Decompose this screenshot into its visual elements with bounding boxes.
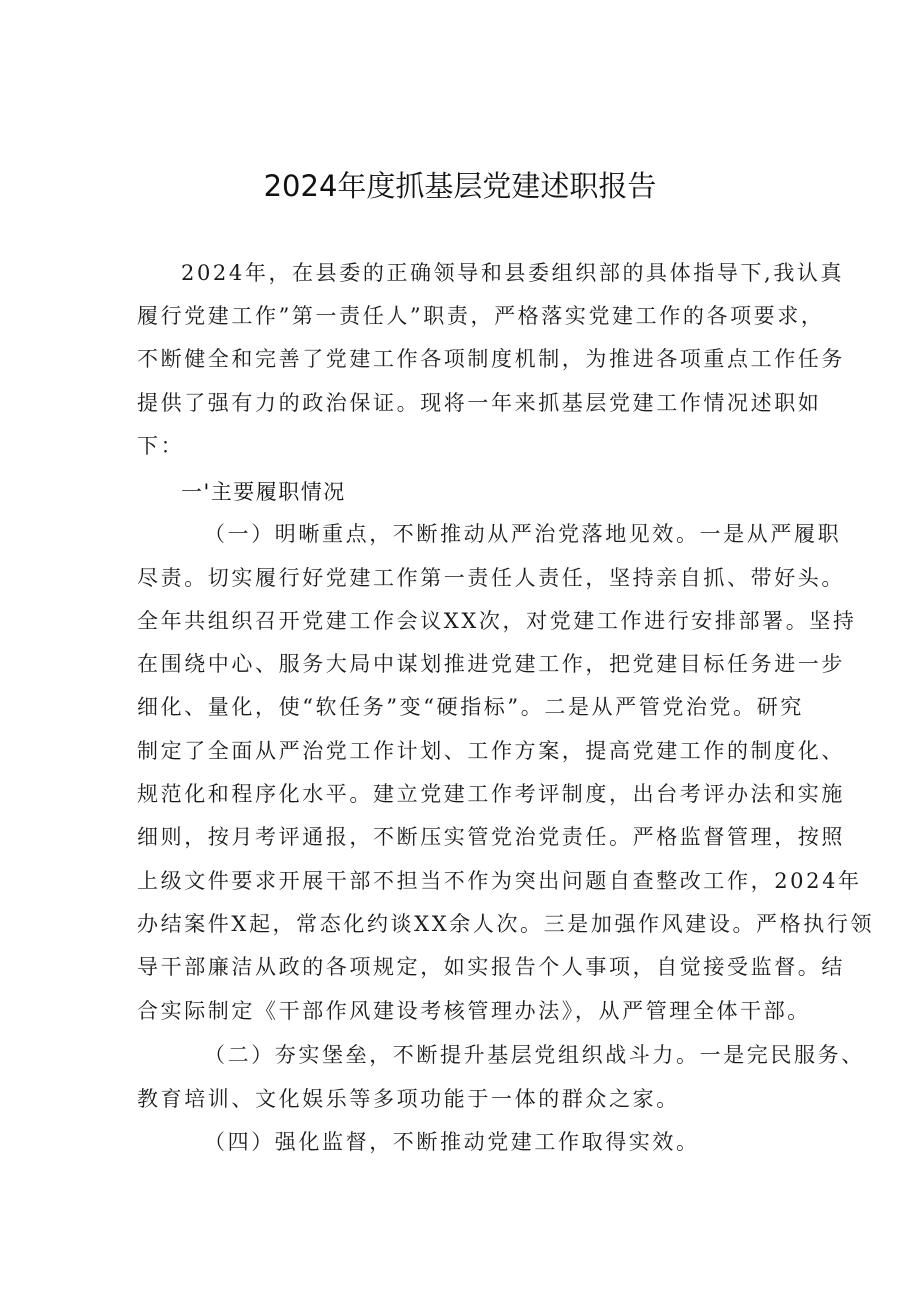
para1-line: 合实际制定《干部作风建设考核管理办法》，从严管理全体干部。 (137, 999, 811, 1023)
intro-line: 2024年，在县委的正确领导和县委组织部的具体指导下,我认真 (181, 261, 845, 285)
para1-line: 在围绕中心、服务大局中谋划推进党建工作，把党建目标任务进一步 (137, 652, 845, 676)
section-heading: 一'主要履职情况 (181, 480, 346, 504)
para1-line: 尽责。切实履行好党建工作第一责任人责任，坚持亲自抓、带好头。 (137, 566, 845, 590)
para1-line: 全年共组织召开党建工作会议XX次，对党建工作进行安排部署。坚持 (137, 609, 857, 633)
para1-line: 导干部廉洁从政的各项规定，如实报告个人事项，自觉接受监督。结 (137, 955, 845, 979)
intro-line: 履行党建工作”第一责任人”职责，严格落实党建工作的各项要求， (137, 304, 825, 328)
para1-line: 上级文件要求开展干部不担当不作为突出问题自查整改工作，2024年 (137, 869, 862, 893)
para3-line: （四）强化监督，不断推动党建工作取得实效。 (204, 1130, 700, 1154)
intro-line: 提供了强有力的政治保证。现将一年来抓基层党建工作情况述职如 (137, 391, 822, 415)
para2-line: （二）夯实堡垒，不断提升基层党组织战斗力。一是完民服务、 (204, 1043, 865, 1067)
intro-line: 下： (137, 434, 185, 458)
para1-line: 细则，按月考评通报，不断压实管党治党责任。严格监督管理，按照 (137, 825, 845, 849)
para1-line: （一）明晰重点，不断推动从严治党落地见效。一是从严履职 (204, 522, 842, 546)
document-title: 2024年度抓基层党建述职报告 (263, 169, 657, 203)
intro-line: 不断健全和完善了党建工作各项制度机制，为推进各项重点工作任务 (137, 347, 845, 371)
para1-line: 细化、量化，使“软任务”变“硬指标”。二是从严管党治党。研究 (137, 695, 804, 719)
para1-line: 办结案件X起，常态化约谈XX余人次。三是加强作风建设。严格执行领 (137, 912, 875, 936)
para2-line: 教育培训、文化娱乐等多项功能于一体的群众之家。 (137, 1087, 680, 1111)
para1-line: 制定了全面从严治党工作计划、工作方案，提高党建工作的制度化、 (137, 739, 845, 763)
para1-line: 规范化和程序化水平。建立党建工作考评制度，出台考评办法和实施 (137, 782, 845, 806)
